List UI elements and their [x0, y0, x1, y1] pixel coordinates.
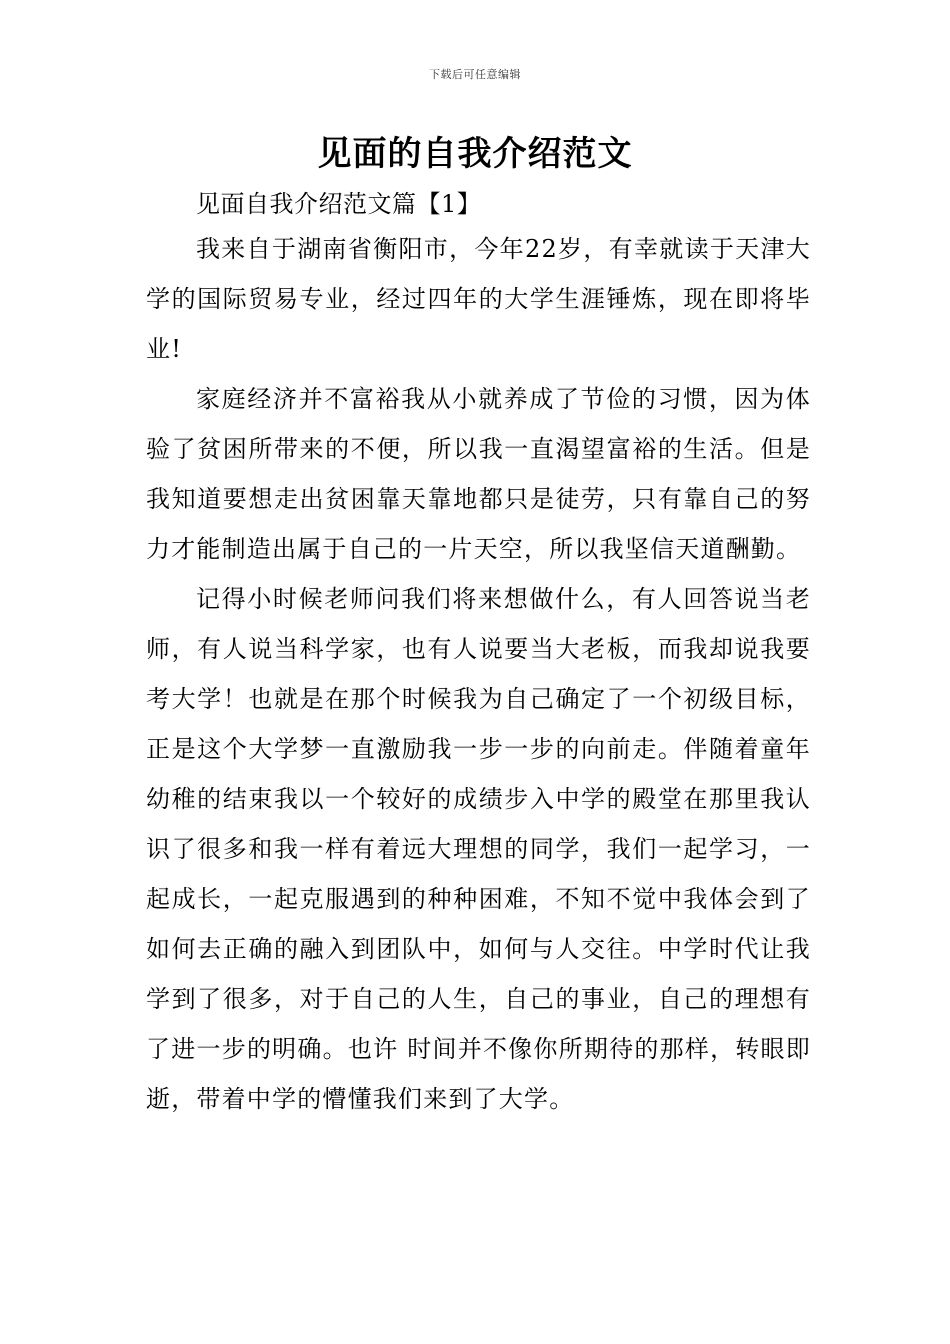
paragraph-1: 我来自于湖南省衡阳市，今年22岁，有幸就读于天津大学的国际贸易专业，经过四年的大学生涯锤炼，现在即将毕业! [146, 235, 811, 363]
document-title: 见面的自我介绍范文 [317, 134, 633, 174]
section-subtitle: 见面自我介绍范文篇【1】 [196, 190, 482, 218]
header-note: 下载后可任意编辑 [429, 68, 521, 81]
paragraph-2: 家庭经济并不富裕我从小就养成了节俭的习惯，因为体验了贫困所带来的不便，所以我一直渴望富裕的生活。但是我知道要想走出贫困靠天靠地都只是徒劳，只有靠自己的努力才能制造出属于自己的一片天空，所以我坚信天道酬勤。 [146, 385, 811, 563]
paragraph-3: 记得小时候老师问我们将来想做什么，有人回答说当老师，有人说当科学家，也有人说要当大老板，而我却说我要考大学！也就是在那个时候我为自己确定了一个初级目标，正是这个大学梦一直激励我一步一步的向前走。伴随着童年幼稚的结束我以一个较好的成绩步入中学的殿堂在那里我认识了很多和我一样有着远大理想的同学，我们一起学习，一起成长，一起克服遇到的种种困难，不知不觉中我体会到了如何去正确的融入到团队中，如何与人交往。中学时代让我学到了很多，对于自己的人生，自己的事业，自己的理想有了进一步的明确。也许 时间并不像你所期待的那样，转眼即逝，带着中学的懵懂我们来到了大学。 [146, 585, 811, 1113]
body-text [146, 224, 811, 1124]
